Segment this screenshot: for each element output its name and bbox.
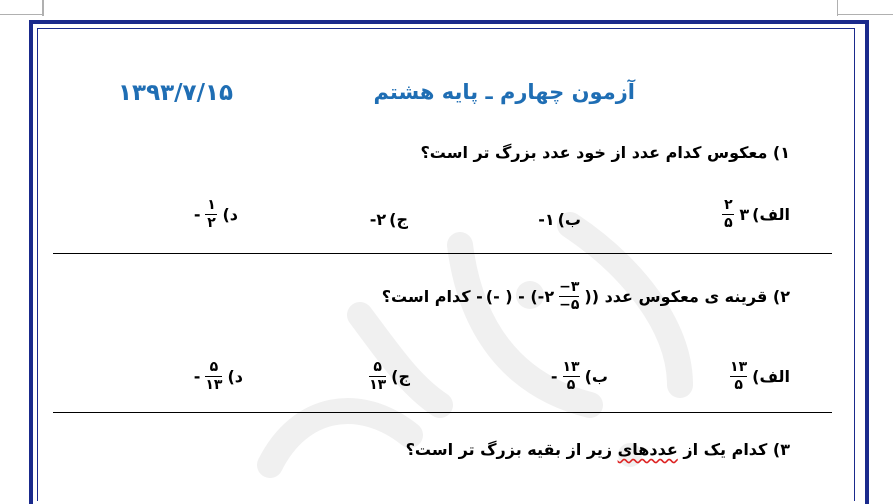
numerator: ۱۳ — [562, 359, 580, 375]
numerator: ۱ — [207, 197, 216, 213]
fraction — [369, 360, 386, 393]
numerator: ۲ — [724, 197, 733, 213]
divider — [53, 253, 832, 254]
option-sign: - — [550, 367, 558, 386]
denominator: ۵− — [559, 297, 580, 313]
option-label: ب) — [557, 210, 581, 229]
spellcheck-word: عددهای — [617, 440, 678, 459]
numerator: ۱۳ — [730, 359, 748, 375]
option-whole: ۳ — [739, 205, 750, 224]
denominator: ۱۳ — [369, 377, 387, 393]
numerator: ۵ — [373, 359, 382, 375]
option-sign: - — [193, 205, 201, 224]
fraction — [563, 360, 580, 393]
fraction — [205, 360, 222, 393]
option-label: ج) — [389, 210, 408, 229]
denominator: ۵ — [566, 377, 576, 393]
question-1-option-c — [370, 210, 408, 229]
option-label: ب) — [584, 367, 608, 386]
fraction — [205, 198, 217, 231]
question-2-option-b — [551, 360, 608, 393]
option-label: ج) — [391, 367, 410, 386]
numerator: ۵ — [209, 359, 219, 375]
fraction — [730, 360, 747, 393]
question-2-option-d — [194, 360, 243, 393]
corner-guide — [42, 0, 44, 16]
question-3-text: ۳) کدام یک از عددهای زیر از بقیه بزرگ تر است؟ — [405, 440, 790, 459]
option-label: د) — [227, 367, 243, 386]
question-1-option-a — [720, 198, 790, 231]
question-2-option-a — [728, 360, 790, 393]
question-1-option-d — [194, 198, 238, 231]
corner-guide — [838, 14, 893, 15]
denominator: ۵ — [724, 215, 733, 231]
option-label: الف) — [752, 205, 790, 224]
fraction — [722, 198, 734, 231]
exam-date: ۱۳۹۳/۷/۱۵ — [118, 80, 234, 106]
fraction — [559, 280, 579, 313]
page-title: آزمون چهارم ـ پایه هشتم — [373, 80, 635, 104]
option-label: د) — [222, 205, 238, 224]
option-value: ۱- — [538, 210, 555, 229]
divider — [53, 412, 832, 413]
question-1-option-b — [538, 210, 581, 229]
corner-guide — [0, 14, 42, 15]
question-2-option-c — [367, 360, 410, 393]
option-value: ۲- — [369, 210, 387, 229]
denominator: ۱۳ — [205, 377, 223, 393]
denominator: ۲ — [207, 215, 216, 231]
question-2-text: ۲) قرینه ی معکوس عدد (( $\frac{۳-}{۵-}$ ۲-) - ( -) - کدام است؟ — [381, 279, 790, 313]
numerator: ۳− — [559, 279, 580, 295]
option-sign: - — [193, 367, 201, 386]
question-1-text: ۱) معکوس کدام عدد از خود عدد بزرگ تر است؟ — [420, 143, 790, 162]
option-label: الف) — [752, 367, 790, 386]
denominator: ۵ — [734, 377, 743, 393]
